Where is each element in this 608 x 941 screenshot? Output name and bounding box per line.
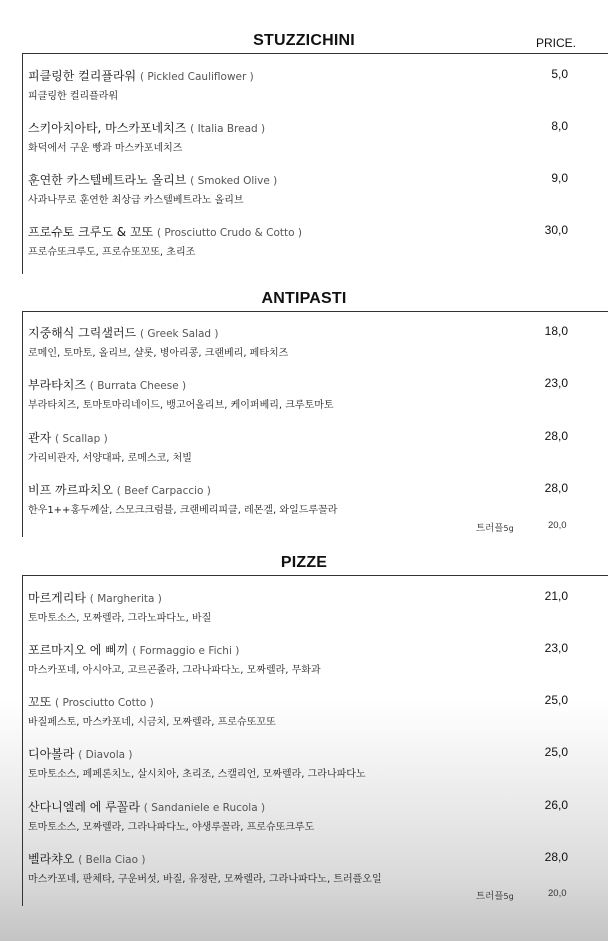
menu-item: [28, 171, 608, 215]
item-english-name: ( Margherita ): [89, 593, 162, 605]
item-price: 18,0: [544, 324, 568, 338]
menu-item: [28, 589, 608, 633]
item-description: 한우1++홍두께살, 스모크크럼블, 크랜베리피클, 레몬겔, 와일드루꼴라: [28, 505, 338, 516]
item-description: 토마토소스, 페페론치노, 살시치아, 초리조, 스캘리언, 모짜렐라, 그라나파다노: [28, 769, 366, 780]
truffle-addon: [476, 520, 567, 534]
item-english-name: ( Italia Bread ): [190, 123, 266, 135]
item-name-line: [28, 119, 265, 136]
truffle-grams: 5g: [503, 892, 514, 901]
item-name: 스키아치아타, 마스카포네치즈: [28, 121, 187, 135]
item-price: 26,0: [544, 798, 568, 812]
section-stuzzichini: [0, 32, 608, 258]
menu-item: [28, 693, 608, 737]
item-description: 토마토소스, 모짜렐라, 그라노파다노, 바질: [28, 613, 212, 624]
item-english-name: ( Sandaniele e Rucola ): [143, 802, 266, 814]
item-english-name: ( Scallap ): [55, 433, 108, 445]
section-title: ANTIPASTI: [261, 290, 347, 307]
item-name: 디아볼라: [28, 747, 75, 761]
menu-item: [28, 376, 608, 420]
item-name-line: [28, 171, 277, 188]
item-name-line: [28, 223, 302, 240]
item-price: 25,0: [544, 693, 568, 707]
truffle-price: 20,0: [548, 520, 567, 531]
menu-item: [28, 798, 608, 842]
item-name: 훈연한 카스텔베트라노 올리브: [28, 173, 187, 187]
item-description: 로메인, 토마토, 올리브, 샬롯, 병아리콩, 크랜베리, 페타치즈: [28, 348, 289, 359]
item-english-name: ( Formaggio e Fichi ): [132, 645, 240, 657]
section-divider: [22, 575, 608, 576]
item-name: 꼬또: [28, 695, 52, 709]
item-price: 28,0: [544, 481, 568, 495]
truffle-label: 트러플: [476, 891, 504, 902]
item-name: 벨라챠오: [28, 852, 75, 866]
item-name: 비프 까르파치오: [28, 483, 113, 497]
section-header: [0, 32, 608, 54]
item-name-line: [28, 798, 265, 815]
item-price: 25,0: [544, 745, 568, 759]
menu-item: [28, 745, 608, 789]
item-name-line: [28, 324, 219, 341]
item-english-name: ( Diavola ): [78, 749, 133, 761]
item-description: 피클링한 컬리플라워: [28, 91, 119, 102]
section-divider: [22, 53, 608, 54]
item-name-line: [28, 376, 186, 393]
section-pizze: [0, 554, 608, 902]
section-divider: [22, 311, 608, 312]
item-name-line: [28, 693, 154, 710]
item-english-name: ( Smoked Olive ): [190, 175, 278, 187]
menu-item: [28, 850, 608, 894]
menu-item: [28, 324, 608, 368]
truffle-grams: 5g: [503, 524, 514, 533]
item-name: 산다니엘레 에 루꼴라: [28, 800, 140, 814]
item-name: 프로슈토 크루도 & 꼬또: [28, 225, 154, 239]
item-name: 포르마지오 에 삐끼: [28, 643, 129, 657]
item-description: 화덕에서 구운 빵과 마스카포네치즈: [28, 143, 183, 154]
section-antipasti: [0, 290, 608, 534]
item-english-name: ( Pickled Cauliflower ): [139, 71, 254, 83]
menu-item: [28, 119, 608, 163]
menu-item: [28, 67, 608, 111]
section-title: STUZZICHINI: [253, 32, 355, 49]
item-name: 피클링한 컬리플라워: [28, 69, 137, 83]
section-title: PIZZE: [280, 554, 328, 571]
item-description: 사과나무로 훈연한 최상급 카스텔베트라노 올리브: [28, 195, 244, 206]
item-price: 21,0: [544, 589, 568, 603]
item-name-line: [28, 589, 162, 606]
item-description: 프로슈또크루도, 프로슈또꼬또, 초리조: [28, 247, 196, 258]
item-description: 토마토소스, 모짜렐라, 그라나파다노, 야생루꼴라, 프로슈또크루도: [28, 822, 315, 833]
item-name-line: [28, 67, 254, 84]
truffle-price: 20,0: [548, 888, 567, 899]
item-description: 바질페스토, 마스카포네, 시금치, 모짜렐라, 프로슈또꼬또: [28, 717, 276, 728]
item-name-line: [28, 850, 145, 867]
item-english-name: ( Bella Ciao ): [78, 854, 146, 866]
item-name: 마르게리타: [28, 591, 86, 605]
item-price: 23,0: [544, 641, 568, 655]
menu-item: [28, 429, 608, 473]
item-english-name: ( Greek Salad ): [139, 328, 219, 340]
price-column-header: PRICE.: [535, 36, 576, 50]
item-name-line: [28, 745, 133, 762]
item-english-name: ( Beef Carpaccio ): [116, 485, 211, 497]
menu-item: [28, 641, 608, 685]
item-price: 23,0: [544, 376, 568, 390]
item-description: 부라타치즈, 토마토마리네이드, 뱅고어올리브, 케이퍼베리, 크루토마토: [28, 400, 334, 411]
item-price: 5,0: [551, 67, 568, 81]
item-name-line: [28, 429, 108, 446]
item-name-line: [28, 481, 211, 498]
item-description: 가리비관자, 서양대파, 로메스코, 처빌: [28, 453, 192, 464]
menu-item: [28, 481, 608, 525]
item-price: 28,0: [544, 850, 568, 864]
item-english-name: ( Prosciutto Crudo & Cotto ): [156, 227, 302, 239]
item-price: 9,0: [551, 171, 568, 185]
section-left-rule: [22, 312, 23, 537]
item-price: 30,0: [544, 223, 568, 237]
item-name: 관자: [28, 431, 52, 445]
section-left-rule: [22, 54, 23, 274]
item-name: 지중해식 그릭샐러드: [28, 326, 137, 340]
item-english-name: ( Prosciutto Cotto ): [55, 697, 154, 709]
section-header: [0, 554, 608, 576]
item-price: 8,0: [551, 119, 568, 133]
item-description: 마스카포네, 판체타, 구운버섯, 바질, 유정란, 모짜렐라, 그라나파다노, 트러플오일: [28, 874, 382, 885]
item-description: 마스카포네, 아시아고, 고르곤졸라, 그라나파다노, 모짜렐라, 무화과: [28, 665, 321, 676]
item-name: 부라타치즈: [28, 378, 86, 392]
menu-item: [28, 223, 608, 267]
item-english-name: ( Burrata Cheese ): [89, 380, 187, 392]
truffle-label: 트러플: [476, 523, 504, 534]
item-price: 28,0: [544, 429, 568, 443]
section-left-rule: [22, 576, 23, 906]
item-name-line: [28, 641, 239, 658]
section-header: [0, 290, 608, 312]
truffle-addon: [476, 888, 567, 902]
